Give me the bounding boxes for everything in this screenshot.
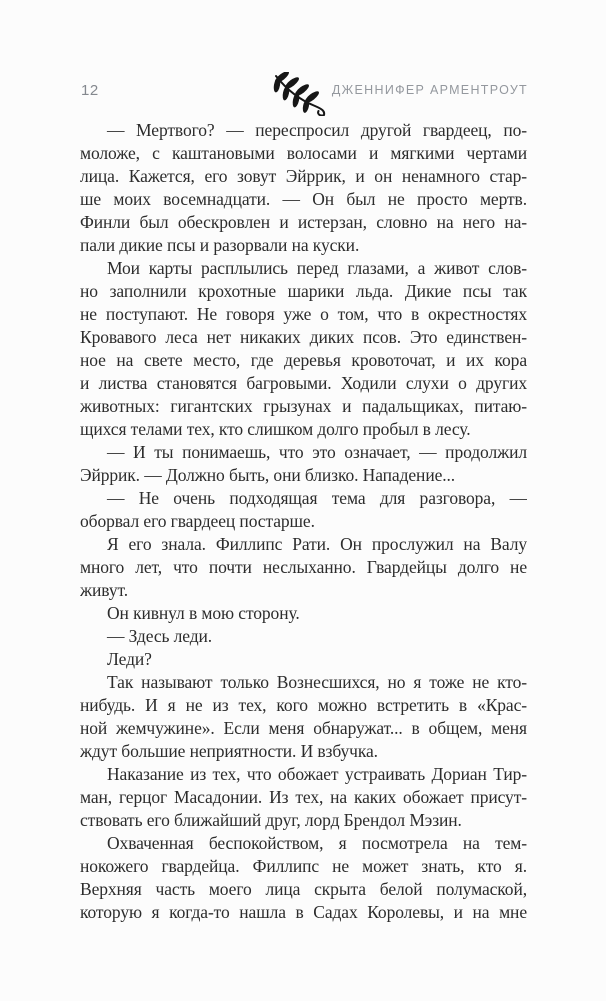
paragraph [80,832,527,924]
text-line: ждут большие неприятности. И взбучка. [80,741,378,761]
page-header [81,68,528,112]
paragraph [80,648,527,671]
paragraph [80,257,527,441]
text-line: — И ты понимаешь, что это означает, — продолжил [107,442,527,462]
text-line: Так называют только Вознесшихся, но я тоже не кто- [107,672,527,692]
text-line: лица. Кажется, его зовут Эйррик, и он ненамного стар- [80,166,527,186]
text-line: Верхняя часть моего лица скрыта белой полумаской, [80,879,527,899]
text-line: много лет, что почти неслыханно. Гвардейцы долго не [80,557,527,577]
paragraph [80,763,527,832]
text-line: моложе, с каштановыми волосами и мягкими чертами [80,143,527,163]
text-line: щихся телами тех, кто слишком долго пробыл в лесу. [80,419,471,439]
text-line: ше моих восемнадцати. — Он был не просто мертв. [80,189,527,209]
text-line: Леди? [107,649,152,669]
paragraph [80,533,527,602]
text-line: Эйррик. — Должно быть, они близко. Нападение... [80,465,456,485]
text-line: Охваченная беспокойством, я посмотрела на тем- [107,833,527,853]
text-line: и листва становятся багровыми. Ходили слухи о других [80,373,527,393]
text-line: которую я когда-то нашла в Садах Королевы, и на мне [80,902,527,922]
paragraph [80,441,527,487]
text-line: Кровавого леса нет никаких диких псов. Это единствен- [80,327,527,347]
running-head [273,64,528,116]
paragraph [80,602,527,625]
text-line: ман, герцог Масадонии. Из тех, на каких обожает присут- [80,787,527,807]
text-line: — Не очень подходящая тема для разговора, — [107,488,527,508]
text-line: — Мертвого? — переспросил другой гвардеец, по- [107,120,527,140]
page-number: 12 [81,81,99,99]
text-line: но заполнили крохотные шарики льда. Дикие псы так [80,281,527,301]
paragraph [80,119,527,257]
text-line: Наказание из тех, что обожает устраивать Дориан Тир- [107,764,527,784]
text-line: Я его знала. Филлипс Рати. Он прослужил на Валу [107,534,527,554]
text-line: оборвал его гвардеец постарше. [80,511,315,531]
laurel-branch-icon [273,72,329,116]
text-line: Мои карты расплылись перед глазами, а живот слов- [107,258,527,278]
text-line: Финли был обескровлен и истерзан, словно на него на- [80,212,527,232]
author-name: ДЖЕННИФЕР АРМЕНТРОУТ [331,83,528,97]
text-line: — Здесь леди. [107,626,213,646]
text-line: ной жемчужине». Если меня обнаружат... в общем, меня [80,718,527,738]
page-body [80,119,527,924]
text-line: пали дикие псы и разорвали на куски. [80,235,360,255]
text-line: ствовать его ближайший друг, лорд Брендол Мэзин. [80,810,462,830]
paragraph [80,625,527,648]
text-line: живут. [80,580,128,600]
paragraph [80,487,527,533]
text-line: Он кивнул в мою сторону. [107,603,300,623]
text-line: ное на свете место, где деревья кровоточат, и их кора [80,350,527,370]
text-line: нибудь. И я не из тех, кого можно встретить в «Крас- [80,695,527,715]
text-line: животных: гигантских грызунах и падальщиках, питаю- [80,396,527,416]
paragraph [80,671,527,763]
text-line: не поступают. Не говоря уже о том, что в окрестностях [80,304,527,324]
text-line: нокожего гвардейца. Филлипс не может знать, кто я. [80,856,527,876]
